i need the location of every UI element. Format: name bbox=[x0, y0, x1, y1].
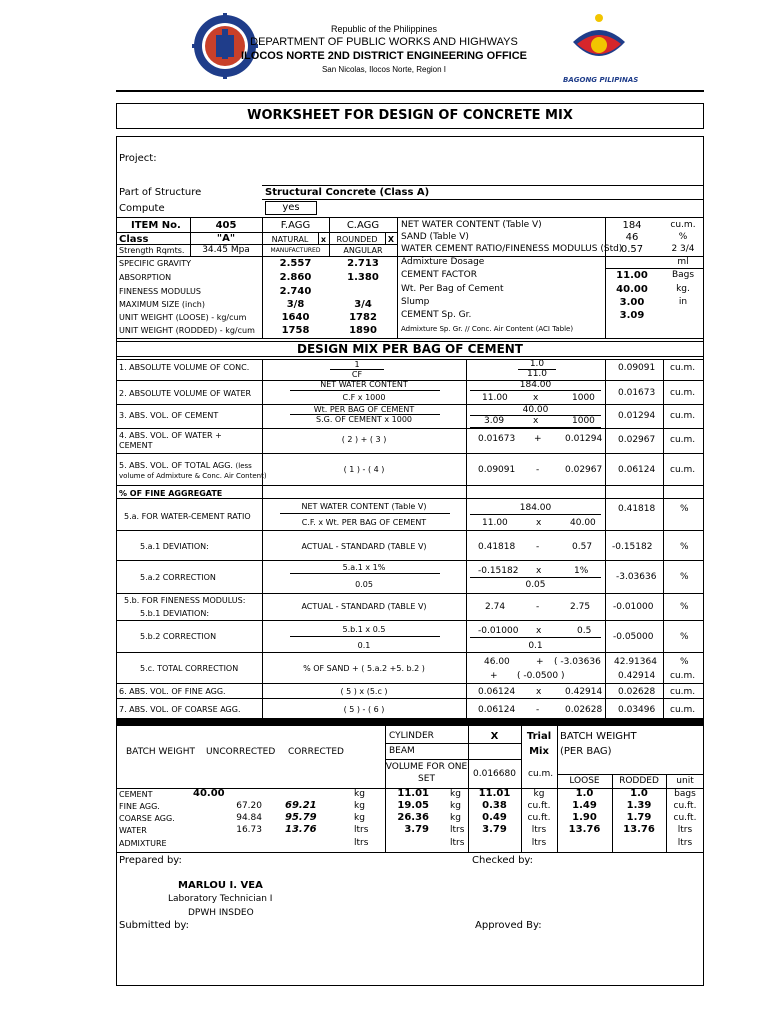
row5a-op: x bbox=[536, 518, 542, 528]
row5c-b2: ( -0.0500 ) bbox=[517, 671, 565, 681]
preparer-name: MARLOU I. VEA bbox=[178, 880, 263, 891]
prop-right-label: Slump bbox=[401, 297, 430, 307]
row5b-b: 2.75 bbox=[570, 602, 591, 612]
row6-formula: ( 5 ) x (5.c ) bbox=[340, 687, 388, 696]
row5a1-unit: % bbox=[680, 542, 689, 552]
row5c-a: 46.00 bbox=[484, 657, 510, 667]
prop-row-label: MAXIMUM SIZE (inch) bbox=[119, 300, 205, 309]
prop-right-label: SAND (Table V) bbox=[401, 232, 469, 242]
row5a-label: 5.a. FOR WATER-CEMENT RATIO bbox=[124, 512, 251, 521]
batch-row-unit-1: kg bbox=[354, 801, 365, 811]
row4-a: 0.01673 bbox=[478, 434, 516, 444]
row6-a: 0.06124 bbox=[478, 687, 516, 697]
row5b-unit: % bbox=[680, 602, 689, 612]
prop-right-label: Admixture Dosage bbox=[401, 257, 485, 267]
row6-unit: cu.m. bbox=[670, 687, 696, 697]
row3-b: 1000 bbox=[572, 416, 595, 426]
row1-result: 0.09091 bbox=[618, 363, 656, 373]
prop-row-label: UNIT WEIGHT (RODDED) - kg/cum bbox=[119, 326, 255, 335]
row5b-result: -0.01000 bbox=[613, 602, 654, 612]
item-value: 405 bbox=[215, 220, 237, 231]
row5b2-op: x bbox=[536, 626, 542, 636]
row5c-b: ( -3.03636 bbox=[554, 657, 601, 667]
row2-op: x bbox=[533, 393, 539, 403]
row5b2-b: 0.5 bbox=[577, 626, 592, 636]
batch-row-name: CEMENT bbox=[119, 790, 153, 799]
row5c-unit: % bbox=[680, 657, 689, 667]
strength-label: Strength Rqmts. bbox=[119, 246, 185, 255]
batch-row-rodded: 1.79 bbox=[626, 812, 652, 823]
batch-row-trial: 11.01 bbox=[478, 788, 511, 799]
volume-unit: cu.m. bbox=[528, 769, 554, 779]
batch-row-uncorrected: 67.20 bbox=[236, 801, 262, 811]
batch-row-unit-2: kg bbox=[450, 789, 461, 799]
row5a2-num: 5.a.1 x 1% bbox=[342, 563, 386, 572]
row5b2-result: -0.05000 bbox=[613, 632, 654, 642]
prop-row-cagg: 1.380 bbox=[347, 272, 379, 283]
batch-row-unit-2: kg bbox=[450, 801, 461, 811]
prop-right-value: 3.09 bbox=[619, 310, 645, 321]
prop-row-fagg: 2.860 bbox=[279, 272, 312, 283]
prop-row-fagg: 1640 bbox=[281, 312, 310, 323]
fagg-header: F.AGG bbox=[280, 220, 311, 231]
row4-result: 0.02967 bbox=[618, 435, 656, 445]
batch-row-unit-2: kg bbox=[450, 813, 461, 823]
batch-row-unit-2: ltrs bbox=[450, 838, 465, 848]
prop-right-label: CEMENT FACTOR bbox=[401, 270, 477, 280]
mix-label: Mix bbox=[529, 746, 549, 757]
row5-formula: ( 1 ) - ( 4 ) bbox=[343, 465, 385, 474]
batch-row-trial: 3.79 bbox=[482, 824, 507, 835]
row5b-op: - bbox=[536, 602, 540, 612]
row1-rnum: 1.0 bbox=[529, 359, 545, 369]
batch-row-unit: cu.ft. bbox=[673, 801, 697, 811]
row5c-label: 5.c. TOTAL CORRECTION bbox=[140, 664, 239, 673]
row4-label-1: 4. ABS. VOL. OF WATER + bbox=[119, 431, 222, 440]
row5b2-label: 5.b.2 CORRECTION bbox=[140, 632, 217, 641]
prop-row-fagg: 2.740 bbox=[279, 286, 312, 297]
row5a1-op: - bbox=[536, 542, 540, 552]
row5a-b: 40.00 bbox=[570, 518, 596, 528]
row5c-result: 42.91364 bbox=[614, 657, 657, 667]
class-value: "A" bbox=[216, 233, 236, 244]
batch-row-unit-3: ltrs bbox=[531, 825, 547, 835]
row2-unit: cu.m. bbox=[670, 388, 696, 398]
prop-right-unit: ml bbox=[677, 257, 689, 267]
batch-row-loose: 1.0 bbox=[575, 788, 594, 799]
row2-rnum: 184.00 bbox=[519, 380, 552, 390]
batch-row-cylinder: 3.79 bbox=[404, 824, 429, 835]
row7-label: 7. ABS. VOL. OF COARSE AGG. bbox=[119, 705, 241, 714]
prop-right-value: 40.00 bbox=[616, 284, 648, 295]
address-text: San Nicolas, Ilocos Norte, Region I bbox=[321, 65, 447, 74]
batch-row-uncorrected: 16.73 bbox=[236, 825, 262, 835]
row2-b: 1000 bbox=[572, 393, 595, 403]
row5a-rnum: 184.00 bbox=[519, 503, 552, 513]
row2-a: 11.00 bbox=[482, 393, 508, 403]
row6-label: 6. ABS. VOL. OF FINE AGG. bbox=[119, 687, 226, 696]
rodded-header: RODDED bbox=[619, 776, 659, 786]
batch-row-trial: 0.38 bbox=[482, 800, 507, 811]
batch-row-unit: cu.ft. bbox=[673, 813, 697, 823]
row5a-result: 0.41818 bbox=[618, 504, 656, 514]
prop-row-fagg: 1758 bbox=[281, 325, 310, 336]
row5-label-2: volume of Admixture & Conc. Air Content) bbox=[119, 472, 267, 480]
batch-weight-header: BATCH WEIGHT bbox=[560, 731, 637, 742]
batch-row-loose: 1.49 bbox=[572, 800, 597, 811]
section-divider bbox=[116, 719, 704, 726]
prop-right-value: 46 bbox=[625, 232, 639, 243]
prop-row-cagg: 2.713 bbox=[347, 258, 379, 269]
row3-result: 0.01294 bbox=[618, 411, 656, 421]
batch-row-unit: ltrs bbox=[677, 825, 693, 835]
row5a-a: 11.00 bbox=[482, 518, 508, 528]
row4-formula: ( 2 ) + ( 3 ) bbox=[341, 435, 387, 444]
part-value: Structural Concrete (Class A) bbox=[265, 187, 430, 198]
batch-row-name: WATER bbox=[119, 826, 147, 835]
row3-num: Wt. PER BAG OF CEMENT bbox=[313, 405, 415, 414]
row4-op: + bbox=[534, 434, 542, 444]
row5c-unit-2: cu.m. bbox=[670, 671, 696, 681]
batch-row-unit: ltrs bbox=[677, 838, 693, 848]
row5c-op2: + bbox=[490, 671, 498, 681]
row3-a: 3.09 bbox=[484, 416, 505, 426]
prop-right-unit: kg. bbox=[676, 284, 690, 294]
batch-row-rodded: 1.39 bbox=[626, 800, 652, 811]
batch-row-unit-2: ltrs bbox=[450, 825, 465, 835]
row5b2-den: 0.1 bbox=[357, 641, 371, 650]
row4-b: 0.01294 bbox=[565, 434, 603, 444]
page-title: WORKSHEET FOR DESIGN OF CONCRETE MIX bbox=[247, 108, 573, 123]
natural-check[interactable]: x bbox=[320, 235, 327, 244]
row2-result: 0.01673 bbox=[618, 388, 656, 398]
batch-row-corrected: 95.79 bbox=[285, 812, 317, 823]
row5b2-a: -0.01000 bbox=[478, 626, 519, 636]
prop-right-unit: Bags bbox=[671, 270, 695, 280]
row1-rden: 11.0 bbox=[526, 369, 548, 379]
prop-row-cagg: 1782 bbox=[349, 312, 377, 323]
class-label: Class bbox=[119, 234, 149, 245]
batch-row-unit-3: cu.ft. bbox=[527, 813, 551, 823]
rounded-check[interactable]: X bbox=[387, 235, 395, 244]
row1-num: 1 bbox=[354, 360, 360, 369]
batch-row-uncorrected: 40.00 bbox=[193, 788, 225, 799]
row5b-formula: ACTUAL - STANDARD (TABLE V) bbox=[301, 602, 427, 611]
batch-row-unit-1: kg bbox=[354, 789, 365, 799]
preparer-position: Laboratory Technician I bbox=[168, 894, 273, 904]
cagg-header: C.AGG bbox=[346, 220, 380, 231]
row5-label-1b: (less bbox=[235, 462, 252, 470]
row5-unit: cu.m. bbox=[670, 465, 696, 475]
row5c-formula: % OF SAND + ( 5.a.2 +5. b.2 ) bbox=[303, 664, 425, 673]
row5-op: - bbox=[536, 465, 540, 475]
preparer-office: DPWH INSDEO bbox=[188, 908, 254, 918]
prop-right-value: 3.00 bbox=[619, 297, 645, 308]
row5a1-a: 0.41818 bbox=[478, 542, 516, 552]
row3-den: S.G. OF CEMENT x 1000 bbox=[316, 415, 412, 424]
row7-a: 0.06124 bbox=[478, 705, 516, 715]
fine-aggregate-header: % OF FINE AGGREGATE bbox=[119, 489, 223, 498]
row7-op: - bbox=[536, 705, 540, 715]
row4-label-2: CEMENT bbox=[119, 441, 153, 450]
batch-row-cylinder: 19.05 bbox=[397, 800, 429, 811]
manufactured-label: MANUFACTURED bbox=[270, 247, 321, 254]
prop-right-value: 184 bbox=[622, 220, 642, 231]
batch-row-unit-3: cu.ft. bbox=[527, 801, 551, 811]
row5-a: 0.09091 bbox=[478, 465, 516, 475]
row7-result: 0.03496 bbox=[618, 705, 656, 715]
row5a1-formula: ACTUAL - STANDARD (TABLE V) bbox=[301, 542, 427, 551]
row2-den: C.F x 1000 bbox=[342, 393, 386, 402]
row5a2-result: -3.03636 bbox=[616, 572, 657, 582]
cylinder-check[interactable]: X bbox=[490, 731, 499, 742]
batch-row-cylinder: 26.36 bbox=[397, 812, 429, 823]
uncorrected-label: UNCORRECTED bbox=[206, 747, 276, 757]
batch-row-cylinder: 11.01 bbox=[397, 788, 429, 799]
corrected-label: CORRECTED bbox=[288, 747, 344, 757]
prop-right-label: CEMENT Sp. Gr. bbox=[401, 310, 472, 320]
angular-label: ANGULAR bbox=[343, 246, 383, 255]
natural-label: NATURAL bbox=[271, 235, 309, 244]
row5c-result-2: 0.42914 bbox=[618, 671, 656, 681]
prop-right-unit: 2 3/4 bbox=[671, 244, 695, 254]
prop-right-value: 11.00 bbox=[616, 270, 648, 281]
row5b2-num: 5.b.1 x 0.5 bbox=[342, 625, 386, 634]
batch-row-uncorrected: 94.84 bbox=[236, 813, 262, 823]
row3-op: x bbox=[533, 416, 539, 426]
prepared-by-label: Prepared by: bbox=[119, 855, 182, 866]
prop-right-unit: % bbox=[678, 232, 688, 242]
row2-label: 2. ABSOLUTE VOLUME OF WATER bbox=[119, 389, 252, 398]
prop-row-fagg: 3/8 bbox=[286, 299, 305, 310]
row5a2-b: 1% bbox=[574, 566, 589, 576]
batch-weight-label: BATCH WEIGHT bbox=[126, 747, 195, 757]
prop-row-cagg: 3/4 bbox=[354, 299, 372, 310]
batch-row-trial: 0.49 bbox=[482, 812, 507, 823]
batch-row-loose: 13.76 bbox=[568, 824, 601, 835]
row4-unit: cu.m. bbox=[670, 435, 696, 445]
batch-row-loose: 1.90 bbox=[572, 812, 597, 823]
trial-label: Trial bbox=[526, 731, 552, 742]
compute-value: yes bbox=[282, 202, 300, 213]
prop-row-cagg: 1890 bbox=[349, 325, 377, 336]
department-text: DEPARTMENT OF PUBLIC WORKS AND HIGHWAYS bbox=[250, 36, 518, 48]
volume-value: 0.016680 bbox=[473, 769, 516, 779]
row3-unit: cu.m. bbox=[670, 411, 696, 421]
per-bag-label: (PER BAG) bbox=[560, 746, 612, 757]
row5c-op: + bbox=[536, 657, 544, 667]
office-text: ILOCOS NORTE 2ND DISTRICT ENGINEERING OFFICE bbox=[240, 50, 528, 62]
batch-row-name: COARSE AGG. bbox=[119, 814, 175, 823]
row7-unit: cu.m. bbox=[670, 705, 696, 715]
prop-right-label: Admixture Sp. Gr. // Conc. Air Content (ACI Table) bbox=[401, 325, 574, 333]
row5a2-den: 0.05 bbox=[355, 580, 373, 589]
row5-label-1: 5. ABS. VOL. OF TOTAL AGG. bbox=[119, 461, 233, 470]
row6-result: 0.02628 bbox=[618, 687, 656, 697]
design-title: DESIGN MIX PER BAG OF CEMENT bbox=[297, 342, 523, 356]
batch-row-unit-1: ltrs bbox=[354, 825, 369, 835]
row5a-den: C.F. x Wt. PER BAG OF CEMENT bbox=[301, 518, 427, 527]
beam-label: BEAM bbox=[389, 746, 415, 756]
batch-row-corrected: 69.21 bbox=[285, 800, 317, 811]
row1-unit: cu.m. bbox=[670, 363, 696, 373]
row5a2-a: -0.15182 bbox=[478, 566, 519, 576]
row5a1-label: 5.a.1 DEVIATION: bbox=[140, 542, 209, 551]
volume-label-2: SET bbox=[418, 774, 435, 784]
row5a2-label: 5.a.2 CORRECTION bbox=[140, 573, 216, 582]
prop-right-unit: cu.m. bbox=[670, 220, 696, 230]
row5-result: 0.06124 bbox=[618, 465, 656, 475]
prop-right-label: NET WATER CONTENT (Table V) bbox=[401, 220, 542, 230]
batch-row-unit-1: kg bbox=[354, 813, 365, 823]
prop-row-label: SPECIFIC GRAVITY bbox=[119, 259, 191, 268]
right-logo-caption: BAGONG PILIPINAS bbox=[563, 76, 639, 84]
prop-right-label: WATER CEMENT RATIO/FINENESS MODULUS (Std) bbox=[401, 244, 623, 254]
row5a2-op: x bbox=[536, 566, 542, 576]
row6-b: 0.42914 bbox=[565, 687, 603, 697]
batch-row-unit: bags bbox=[674, 789, 696, 799]
row5a1-b: 0.57 bbox=[572, 542, 593, 552]
row5b-label-1: 5.b. FOR FINENESS MODULUS: bbox=[124, 596, 246, 605]
row5b-a: 2.74 bbox=[485, 602, 506, 612]
row5b2-unit: % bbox=[680, 632, 689, 642]
batch-row-name: ADMIXTURE bbox=[119, 839, 167, 848]
row5-b: 0.02967 bbox=[565, 465, 603, 475]
row3-rnum: 40.00 bbox=[522, 405, 549, 415]
batch-row-rodded: 13.76 bbox=[623, 824, 655, 835]
prop-row-label: UNIT WEIGHT (LOOSE) - kg/cum bbox=[119, 313, 247, 322]
row5a2-c: 0.05 bbox=[525, 580, 546, 590]
row5b2-c: 0.1 bbox=[528, 641, 543, 651]
item-label: ITEM No. bbox=[131, 220, 181, 231]
row5a2-unit: % bbox=[680, 572, 689, 582]
batch-row-corrected: 13.76 bbox=[285, 824, 317, 835]
strength-value: 34.45 Mpa bbox=[202, 245, 250, 255]
row2-num: NET WATER CONTENT bbox=[320, 380, 408, 389]
row5a1-result: -0.15182 bbox=[612, 542, 653, 552]
prop-right-unit: in bbox=[678, 297, 688, 307]
row6-op: x bbox=[536, 687, 542, 697]
part-label: Part of Structure bbox=[119, 187, 202, 198]
cylinder-label: CYLINDER bbox=[389, 731, 434, 741]
row1-label: 1. ABSOLUTE VOLUME OF CONC. bbox=[119, 363, 250, 372]
row3-label: 3. ABS. VOL. OF CEMENT bbox=[119, 411, 219, 420]
prop-right-label: Wt. Per Bag of Cement bbox=[401, 284, 504, 294]
row7-formula: ( 5 ) - ( 6 ) bbox=[343, 705, 385, 714]
project-label: Project: bbox=[119, 153, 157, 164]
loose-header: LOOSE bbox=[569, 776, 600, 786]
republic-text: Republic of the Philippines bbox=[330, 24, 438, 34]
submitted-by-label: Submitted by: bbox=[119, 920, 189, 931]
batch-row-unit-3: ltrs bbox=[531, 838, 547, 848]
row5a-unit: % bbox=[680, 504, 689, 514]
row5a-num: NET WATER CONTENT (Table V) bbox=[301, 502, 427, 511]
volume-label-1: VOLUME FOR ONE bbox=[385, 762, 468, 772]
row5b-label-2: 5.b.1 DEVIATION: bbox=[140, 609, 210, 618]
batch-row-name: FINE AGG. bbox=[119, 802, 160, 811]
row1-den: CF bbox=[351, 370, 363, 379]
prop-row-label: ABSORPTION bbox=[119, 273, 172, 282]
unit-header: unit bbox=[676, 776, 694, 786]
row7-b: 0.02628 bbox=[565, 705, 603, 715]
prop-row-label: FINENESS MODULUS bbox=[119, 287, 201, 296]
approved-by-label: Approved By: bbox=[475, 920, 542, 931]
checked-by-label: Checked by: bbox=[472, 855, 533, 866]
prop-row-fagg: 2.557 bbox=[279, 258, 312, 269]
compute-label: Compute bbox=[119, 203, 165, 214]
rounded-label: ROUNDED bbox=[336, 235, 378, 244]
batch-row-rodded: 1.0 bbox=[630, 788, 648, 799]
prop-right-value: 0.57 bbox=[620, 244, 644, 255]
batch-row-unit-3: kg bbox=[533, 789, 545, 799]
batch-row-unit-1: ltrs bbox=[354, 838, 369, 848]
